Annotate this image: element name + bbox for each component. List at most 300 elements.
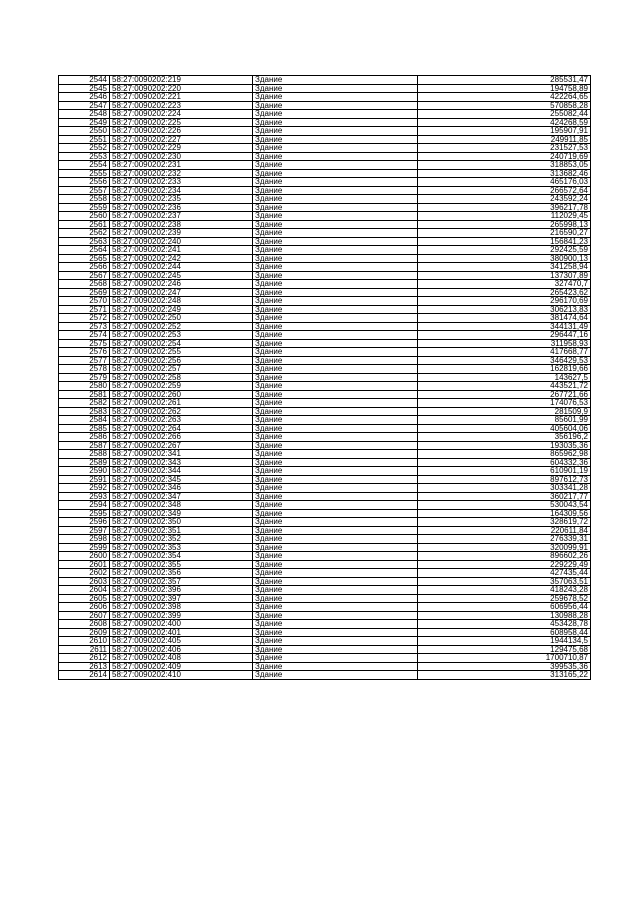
cadastral-number: 58:27:0090202:399	[110, 611, 253, 620]
object-type: Здание	[253, 118, 418, 127]
object-type: Здание	[253, 586, 418, 595]
cadastral-value: 240719,69	[418, 152, 591, 161]
cadastral-value: 249911,85	[418, 135, 591, 144]
cadastral-value: 380900,13	[418, 254, 591, 263]
table-row	[59, 603, 591, 612]
row-number: 2578	[59, 365, 110, 374]
cadastral-number: 58:27:0090202:264	[110, 424, 253, 433]
table-row	[59, 416, 591, 425]
cadastral-number: 58:27:0090202:240	[110, 237, 253, 246]
cadastral-value: 356196,2	[418, 433, 591, 442]
row-number: 2581	[59, 390, 110, 399]
row-number: 2595	[59, 509, 110, 518]
cadastral-value: 610901,19	[418, 467, 591, 476]
row-number: 2563	[59, 237, 110, 246]
cadastral-number: 58:27:0090202:233	[110, 178, 253, 187]
table-row	[59, 484, 591, 493]
table-row	[59, 246, 591, 255]
table-row	[59, 611, 591, 620]
row-number: 2569	[59, 288, 110, 297]
table-row	[59, 118, 591, 127]
cadastral-value: 259678,52	[418, 594, 591, 603]
object-type: Здание	[253, 365, 418, 374]
table-row	[59, 220, 591, 229]
row-number: 2590	[59, 467, 110, 476]
cadastral-value: 357063,51	[418, 577, 591, 586]
table-row	[59, 178, 591, 187]
row-number: 2597	[59, 526, 110, 535]
table-row	[59, 314, 591, 323]
cadastral-value: 311958,93	[418, 339, 591, 348]
cadastral-number: 58:27:0090202:224	[110, 110, 253, 119]
table-row	[59, 254, 591, 263]
table-row	[59, 433, 591, 442]
cadastral-value: 896602,26	[418, 552, 591, 561]
cadastral-number: 58:27:0090202:249	[110, 305, 253, 314]
cadastral-value: 313682,46	[418, 169, 591, 178]
table-row	[59, 458, 591, 467]
object-type: Здание	[253, 314, 418, 323]
cadastral-value: 266572,64	[418, 186, 591, 195]
cadastral-value: 265423,62	[418, 288, 591, 297]
row-number: 2594	[59, 501, 110, 510]
cadastral-number: 58:27:0090202:246	[110, 280, 253, 289]
cadastral-number: 58:27:0090202:348	[110, 501, 253, 510]
object-type: Здание	[253, 594, 418, 603]
table-row	[59, 543, 591, 552]
row-number: 2606	[59, 603, 110, 612]
row-number: 2571	[59, 305, 110, 314]
cadastral-value: 453428,78	[418, 620, 591, 629]
cadastral-number: 58:27:0090202:410	[110, 671, 253, 680]
cadastral-value-table	[58, 75, 591, 680]
row-number: 2583	[59, 407, 110, 416]
cadastral-number: 58:27:0090202:357	[110, 577, 253, 586]
row-number: 2566	[59, 263, 110, 272]
object-type: Здание	[253, 611, 418, 620]
cadastral-number: 58:27:0090202:253	[110, 331, 253, 340]
row-number: 2558	[59, 195, 110, 204]
object-type: Здание	[253, 475, 418, 484]
object-type: Здание	[253, 382, 418, 391]
table-row	[59, 475, 591, 484]
row-number: 2576	[59, 348, 110, 357]
object-type: Здание	[253, 518, 418, 527]
cadastral-value: 360217,77	[418, 492, 591, 501]
cadastral-number: 58:27:0090202:261	[110, 399, 253, 408]
table-row	[59, 577, 591, 586]
cadastral-number: 58:27:0090202:220	[110, 84, 253, 93]
cadastral-value: 865962,98	[418, 450, 591, 459]
cadastral-number: 58:27:0090202:239	[110, 229, 253, 238]
table-row	[59, 356, 591, 365]
object-type: Здание	[253, 144, 418, 153]
cadastral-number: 58:27:0090202:229	[110, 144, 253, 153]
cadastral-value: 296447,16	[418, 331, 591, 340]
table-row	[59, 263, 591, 272]
row-number: 2600	[59, 552, 110, 561]
table-row	[59, 203, 591, 212]
object-type: Здание	[253, 569, 418, 578]
object-type: Здание	[253, 560, 418, 569]
table-row	[59, 450, 591, 459]
cadastral-value: 193035,36	[418, 441, 591, 450]
table-row	[59, 110, 591, 119]
table-row	[59, 195, 591, 204]
cadastral-number: 58:27:0090202:241	[110, 246, 253, 255]
cadastral-number: 58:27:0090202:242	[110, 254, 253, 263]
table-row	[59, 271, 591, 280]
table-row	[59, 467, 591, 476]
row-number: 2580	[59, 382, 110, 391]
object-type: Здание	[253, 637, 418, 646]
row-number: 2603	[59, 577, 110, 586]
cadastral-number: 58:27:0090202:350	[110, 518, 253, 527]
object-type: Здание	[253, 543, 418, 552]
cadastral-number: 58:27:0090202:250	[110, 314, 253, 323]
cadastral-number: 58:27:0090202:252	[110, 322, 253, 331]
object-type: Здание	[253, 101, 418, 110]
cadastral-value: 1944134,5	[418, 637, 591, 646]
object-type: Здание	[253, 339, 418, 348]
cadastral-value: 156841,23	[418, 237, 591, 246]
cadastral-number: 58:27:0090202:244	[110, 263, 253, 272]
cadastral-value: 381474,64	[418, 314, 591, 323]
cadastral-value: 174076,53	[418, 399, 591, 408]
cadastral-value: 443521,72	[418, 382, 591, 391]
table-row	[59, 518, 591, 527]
row-number: 2552	[59, 144, 110, 153]
object-type: Здание	[253, 356, 418, 365]
object-type: Здание	[253, 212, 418, 221]
cadastral-value: 292425,59	[418, 246, 591, 255]
cadastral-number: 58:27:0090202:400	[110, 620, 253, 629]
row-number: 2544	[59, 76, 110, 85]
row-number: 2559	[59, 203, 110, 212]
row-number: 2589	[59, 458, 110, 467]
row-number: 2548	[59, 110, 110, 119]
table-row	[59, 637, 591, 646]
cadastral-value: 129475,68	[418, 645, 591, 654]
object-type: Здание	[253, 509, 418, 518]
row-number: 2586	[59, 433, 110, 442]
object-type: Здание	[253, 305, 418, 314]
table-row	[59, 237, 591, 246]
object-type: Здание	[253, 254, 418, 263]
table-row	[59, 535, 591, 544]
cadastral-value: 216590,27	[418, 229, 591, 238]
table-row	[59, 492, 591, 501]
cadastral-value: 341258,94	[418, 263, 591, 272]
table-row	[59, 288, 591, 297]
cadastral-number: 58:27:0090202:235	[110, 195, 253, 204]
row-number: 2592	[59, 484, 110, 493]
object-type: Здание	[253, 603, 418, 612]
cadastral-number: 58:27:0090202:352	[110, 535, 253, 544]
cadastral-value: 396217,78	[418, 203, 591, 212]
object-type: Здание	[253, 297, 418, 306]
object-type: Здание	[253, 390, 418, 399]
cadastral-number: 58:27:0090202:396	[110, 586, 253, 595]
cadastral-number: 58:27:0090202:398	[110, 603, 253, 612]
row-number: 2585	[59, 424, 110, 433]
cadastral-value: 346429,53	[418, 356, 591, 365]
row-number: 2579	[59, 373, 110, 382]
object-type: Здание	[253, 373, 418, 382]
object-type: Здание	[253, 135, 418, 144]
table-row	[59, 76, 591, 85]
table-row	[59, 331, 591, 340]
cadastral-number: 58:27:0090202:238	[110, 220, 253, 229]
cadastral-number: 58:27:0090202:234	[110, 186, 253, 195]
row-number: 2553	[59, 152, 110, 161]
cadastral-value: 85601,99	[418, 416, 591, 425]
object-type: Здание	[253, 484, 418, 493]
cadastral-number: 58:27:0090202:405	[110, 637, 253, 646]
cadastral-value: 318853,05	[418, 161, 591, 170]
cadastral-value: 276339,31	[418, 535, 591, 544]
table-row	[59, 365, 591, 374]
table-row	[59, 628, 591, 637]
object-type: Здание	[253, 263, 418, 272]
row-number: 2604	[59, 586, 110, 595]
row-number: 2588	[59, 450, 110, 459]
object-type: Здание	[253, 501, 418, 510]
table-row	[59, 586, 591, 595]
row-number: 2612	[59, 654, 110, 663]
row-number: 2551	[59, 135, 110, 144]
row-number: 2546	[59, 93, 110, 102]
row-number: 2561	[59, 220, 110, 229]
row-number: 2570	[59, 297, 110, 306]
cadastral-number: 58:27:0090202:353	[110, 543, 253, 552]
table-row	[59, 212, 591, 221]
cadastral-number: 58:27:0090202:232	[110, 169, 253, 178]
table-row	[59, 322, 591, 331]
cadastral-value: 424268,59	[418, 118, 591, 127]
cadastral-number: 58:27:0090202:355	[110, 560, 253, 569]
table-row	[59, 569, 591, 578]
object-type: Здание	[253, 237, 418, 246]
cadastral-value: 195907,91	[418, 127, 591, 136]
cadastral-number: 58:27:0090202:219	[110, 76, 253, 85]
cadastral-value: 164309,56	[418, 509, 591, 518]
cadastral-number: 58:27:0090202:223	[110, 101, 253, 110]
cadastral-value: 422264,65	[418, 93, 591, 102]
row-number: 2562	[59, 229, 110, 238]
row-number: 2582	[59, 399, 110, 408]
table-row	[59, 552, 591, 561]
object-type: Здание	[253, 110, 418, 119]
row-number: 2611	[59, 645, 110, 654]
table-row	[59, 654, 591, 663]
object-type: Здание	[253, 178, 418, 187]
cadastral-value: 130988,28	[418, 611, 591, 620]
table-row	[59, 509, 591, 518]
table-row	[59, 671, 591, 680]
object-type: Здание	[253, 450, 418, 459]
cadastral-number: 58:27:0090202:343	[110, 458, 253, 467]
cadastral-value: 328619,72	[418, 518, 591, 527]
object-type: Здание	[253, 441, 418, 450]
cadastral-value: 606956,44	[418, 603, 591, 612]
object-type: Здание	[253, 399, 418, 408]
cadastral-value: 220611,84	[418, 526, 591, 535]
cadastral-value: 405604,06	[418, 424, 591, 433]
object-type: Здание	[253, 271, 418, 280]
cadastral-value: 306213,83	[418, 305, 591, 314]
row-number: 2550	[59, 127, 110, 136]
cadastral-number: 58:27:0090202:260	[110, 390, 253, 399]
cadastral-value: 465176,03	[418, 178, 591, 187]
cadastral-value: 313165,22	[418, 671, 591, 680]
object-type: Здание	[253, 526, 418, 535]
object-type: Здание	[253, 535, 418, 544]
table-row	[59, 441, 591, 450]
object-type: Здание	[253, 467, 418, 476]
row-number: 2577	[59, 356, 110, 365]
cadastral-value: 267721,66	[418, 390, 591, 399]
cadastral-number: 58:27:0090202:237	[110, 212, 253, 221]
cadastral-value: 608958,44	[418, 628, 591, 637]
cadastral-number: 58:27:0090202:354	[110, 552, 253, 561]
row-number: 2573	[59, 322, 110, 331]
cadastral-value: 427435,44	[418, 569, 591, 578]
cadastral-number: 58:27:0090202:256	[110, 356, 253, 365]
cadastral-value: 399535,36	[418, 662, 591, 671]
object-type: Здание	[253, 93, 418, 102]
cadastral-value: 344131,49	[418, 322, 591, 331]
row-number: 2560	[59, 212, 110, 221]
object-type: Здание	[253, 552, 418, 561]
cadastral-number: 58:27:0090202:408	[110, 654, 253, 663]
object-type: Здание	[253, 186, 418, 195]
cadastral-number: 58:27:0090202:262	[110, 407, 253, 416]
cadastral-value: 255082,44	[418, 110, 591, 119]
cadastral-value: 530043,54	[418, 501, 591, 510]
object-type: Здание	[253, 348, 418, 357]
object-type: Здание	[253, 424, 418, 433]
object-type: Здание	[253, 577, 418, 586]
object-type: Здание	[253, 203, 418, 212]
cadastral-value: 570858,28	[418, 101, 591, 110]
cadastral-number: 58:27:0090202:225	[110, 118, 253, 127]
row-number: 2572	[59, 314, 110, 323]
table-row	[59, 297, 591, 306]
row-number: 2568	[59, 280, 110, 289]
row-number: 2596	[59, 518, 110, 527]
object-type: Здание	[253, 152, 418, 161]
cadastral-number: 58:27:0090202:356	[110, 569, 253, 578]
table-body	[59, 76, 591, 680]
cadastral-number: 58:27:0090202:255	[110, 348, 253, 357]
row-number: 2567	[59, 271, 110, 280]
cadastral-number: 58:27:0090202:341	[110, 450, 253, 459]
table-row	[59, 594, 591, 603]
cadastral-value: 604332,36	[418, 458, 591, 467]
object-type: Здание	[253, 280, 418, 289]
object-type: Здание	[253, 458, 418, 467]
table-row	[59, 152, 591, 161]
row-number: 2598	[59, 535, 110, 544]
cadastral-value: 320099,91	[418, 543, 591, 552]
row-number: 2605	[59, 594, 110, 603]
object-type: Здание	[253, 169, 418, 178]
cadastral-value: 162819,66	[418, 365, 591, 374]
cadastral-number: 58:27:0090202:245	[110, 271, 253, 280]
cadastral-number: 58:27:0090202:266	[110, 433, 253, 442]
cadastral-number: 58:27:0090202:349	[110, 509, 253, 518]
table-row	[59, 169, 591, 178]
cadastral-value: 112029,45	[418, 212, 591, 221]
table-row	[59, 305, 591, 314]
cadastral-number: 58:27:0090202:257	[110, 365, 253, 374]
row-number: 2609	[59, 628, 110, 637]
table-row	[59, 144, 591, 153]
cadastral-number: 58:27:0090202:259	[110, 382, 253, 391]
row-number: 2565	[59, 254, 110, 263]
row-number: 2587	[59, 441, 110, 450]
cadastral-number: 58:27:0090202:230	[110, 152, 253, 161]
cadastral-value: 281509,9	[418, 407, 591, 416]
table-row	[59, 280, 591, 289]
table-row	[59, 645, 591, 654]
row-number: 2557	[59, 186, 110, 195]
row-number: 2545	[59, 84, 110, 93]
object-type: Здание	[253, 220, 418, 229]
table-row	[59, 407, 591, 416]
object-type: Здание	[253, 620, 418, 629]
row-number: 2591	[59, 475, 110, 484]
row-number: 2575	[59, 339, 110, 348]
object-type: Здание	[253, 645, 418, 654]
object-type: Здание	[253, 628, 418, 637]
table-row	[59, 161, 591, 170]
cadastral-value: 897612,73	[418, 475, 591, 484]
cadastral-number: 58:27:0090202:263	[110, 416, 253, 425]
object-type: Здание	[253, 246, 418, 255]
object-type: Здание	[253, 322, 418, 331]
cadastral-number: 58:27:0090202:397	[110, 594, 253, 603]
cadastral-number: 58:27:0090202:258	[110, 373, 253, 382]
cadastral-number: 58:27:0090202:247	[110, 288, 253, 297]
table-row	[59, 390, 591, 399]
row-number: 2547	[59, 101, 110, 110]
cadastral-number: 58:27:0090202:406	[110, 645, 253, 654]
cadastral-number: 58:27:0090202:248	[110, 297, 253, 306]
object-type: Здание	[253, 84, 418, 93]
row-number: 2556	[59, 178, 110, 187]
table-row	[59, 560, 591, 569]
cadastral-number: 58:27:0090202:347	[110, 492, 253, 501]
object-type: Здание	[253, 331, 418, 340]
table-row	[59, 662, 591, 671]
object-type: Здание	[253, 654, 418, 663]
cadastral-number: 58:27:0090202:401	[110, 628, 253, 637]
cadastral-value: 231527,53	[418, 144, 591, 153]
cadastral-number: 58:27:0090202:346	[110, 484, 253, 493]
cadastral-number: 58:27:0090202:231	[110, 161, 253, 170]
cadastral-number: 58:27:0090202:267	[110, 441, 253, 450]
row-number: 2574	[59, 331, 110, 340]
cadastral-value: 303341,28	[418, 484, 591, 493]
object-type: Здание	[253, 195, 418, 204]
object-type: Здание	[253, 127, 418, 136]
object-type: Здание	[253, 671, 418, 680]
cadastral-number: 58:27:0090202:221	[110, 93, 253, 102]
table-row	[59, 229, 591, 238]
cadastral-value: 417668,77	[418, 348, 591, 357]
